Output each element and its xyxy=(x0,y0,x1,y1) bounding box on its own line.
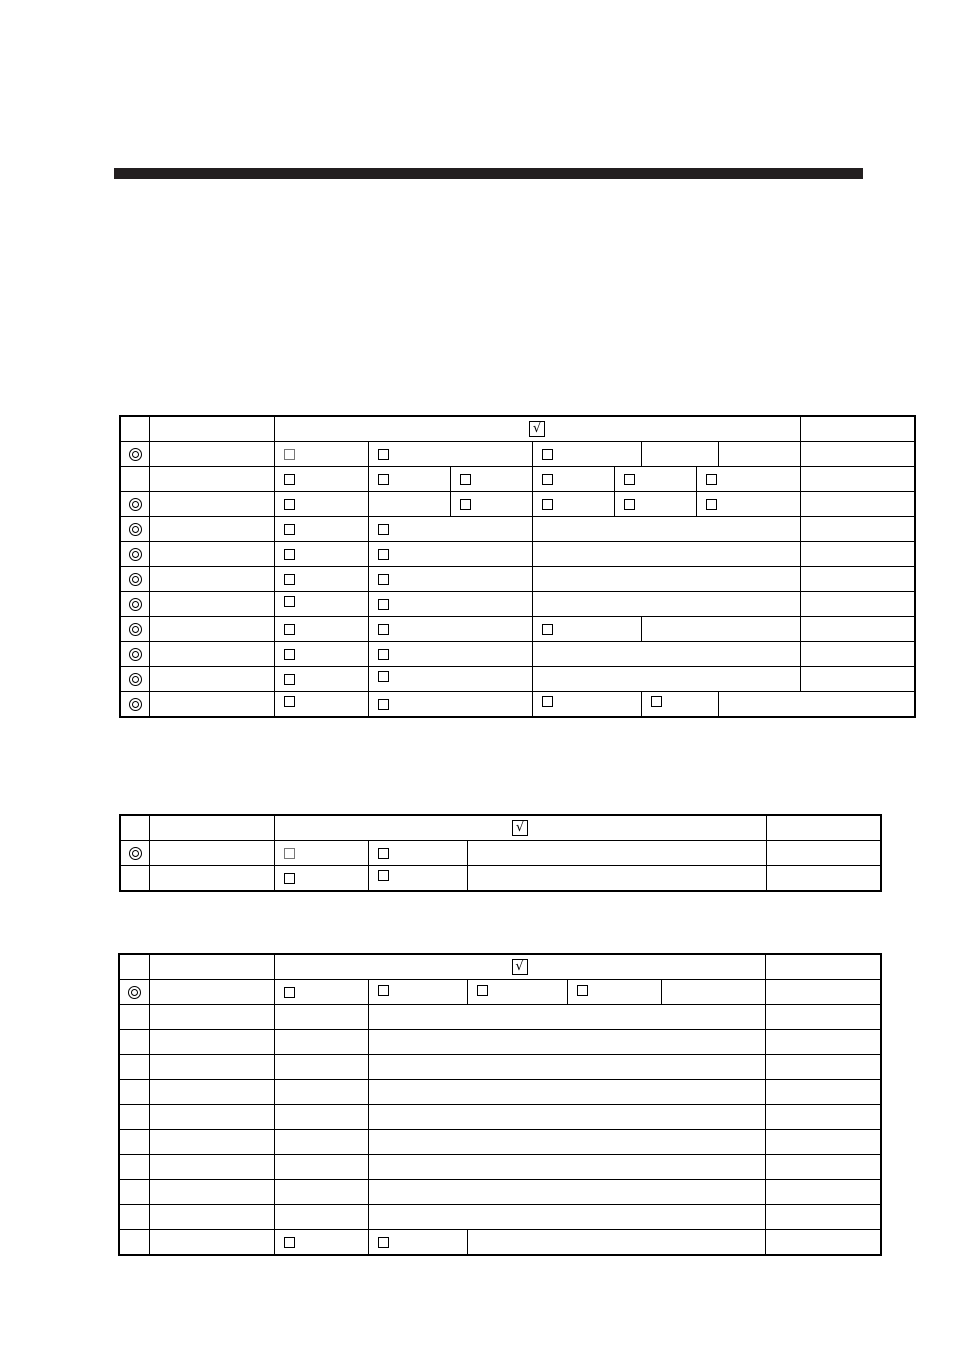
table-row xyxy=(119,1130,881,1155)
checkbox[interactable] xyxy=(542,449,553,460)
checkbox[interactable] xyxy=(706,499,717,510)
checkbox[interactable] xyxy=(284,696,295,707)
table-row xyxy=(120,442,915,467)
table-header-row xyxy=(120,416,915,442)
checkbox[interactable] xyxy=(378,1237,389,1248)
checkbox[interactable] xyxy=(378,574,389,585)
table-row xyxy=(119,1005,881,1030)
checkbox[interactable] xyxy=(378,848,389,859)
checkbox[interactable] xyxy=(284,574,295,585)
table-row xyxy=(119,1205,881,1230)
table-row xyxy=(120,841,881,866)
table-row xyxy=(120,567,915,592)
checkbox[interactable] xyxy=(624,499,635,510)
check-column-icon: √ xyxy=(512,820,528,836)
checkbox[interactable] xyxy=(378,524,389,535)
table-row xyxy=(119,1055,881,1080)
checkbox[interactable] xyxy=(378,449,389,460)
table-row xyxy=(120,467,915,492)
table-row xyxy=(120,617,915,642)
checkbox[interactable] xyxy=(284,624,295,635)
checkbox[interactable] xyxy=(284,596,295,607)
checkbox[interactable] xyxy=(284,674,295,685)
checkbox[interactable] xyxy=(378,985,389,996)
checkbox[interactable] xyxy=(284,449,295,460)
table-row xyxy=(120,642,915,667)
table-row xyxy=(120,692,915,718)
double-circle-icon xyxy=(129,673,142,686)
checkbox[interactable] xyxy=(284,549,295,560)
table-row xyxy=(119,1080,881,1105)
table-header-row xyxy=(120,815,881,841)
checkbox[interactable] xyxy=(706,474,717,485)
checkbox[interactable] xyxy=(542,696,553,707)
double-circle-icon xyxy=(129,598,142,611)
checkbox[interactable] xyxy=(577,985,588,996)
checkbox[interactable] xyxy=(542,624,553,635)
checkbox[interactable] xyxy=(284,873,295,884)
table-row xyxy=(119,1105,881,1130)
checkbox[interactable] xyxy=(378,624,389,635)
double-circle-icon xyxy=(129,573,142,586)
checkbox[interactable] xyxy=(284,524,295,535)
double-circle-icon xyxy=(129,648,142,661)
double-circle-icon xyxy=(129,847,142,860)
double-circle-icon xyxy=(129,523,142,536)
double-circle-icon xyxy=(129,548,142,561)
checkbox[interactable] xyxy=(284,848,295,859)
table-row xyxy=(119,1230,881,1256)
checkbox[interactable] xyxy=(542,474,553,485)
checkbox[interactable] xyxy=(542,499,553,510)
table-row xyxy=(120,542,915,567)
checkbox[interactable] xyxy=(651,696,662,707)
double-circle-icon xyxy=(128,986,141,999)
header-rule xyxy=(114,168,863,179)
checkbox[interactable] xyxy=(378,474,389,485)
checkbox[interactable] xyxy=(378,649,389,660)
table-row xyxy=(120,517,915,542)
table-row xyxy=(120,592,915,617)
check-column-icon: √ xyxy=(529,421,545,437)
table-row xyxy=(119,980,881,1005)
double-circle-icon xyxy=(129,698,142,711)
table-row xyxy=(120,667,915,692)
checkbox[interactable] xyxy=(284,474,295,485)
table-row xyxy=(119,1030,881,1055)
checklist-table-3 xyxy=(118,953,882,1256)
checkbox[interactable] xyxy=(284,1237,295,1248)
checkbox[interactable] xyxy=(378,549,389,560)
checkbox[interactable] xyxy=(378,599,389,610)
double-circle-icon xyxy=(129,448,142,461)
checkbox[interactable] xyxy=(624,474,635,485)
checkbox[interactable] xyxy=(477,985,488,996)
check-column-icon: √ xyxy=(512,959,528,975)
table-row xyxy=(119,1180,881,1205)
checkbox[interactable] xyxy=(460,499,471,510)
checkbox[interactable] xyxy=(378,699,389,710)
table-row xyxy=(120,866,881,892)
table-row xyxy=(120,492,915,517)
checkbox[interactable] xyxy=(284,987,295,998)
table-header-row xyxy=(119,954,881,980)
checklist-table-2 xyxy=(119,814,882,892)
checkbox[interactable] xyxy=(378,671,389,682)
double-circle-icon xyxy=(129,498,142,511)
table-row xyxy=(119,1155,881,1180)
double-circle-icon xyxy=(129,623,142,636)
checkbox[interactable] xyxy=(284,649,295,660)
checkbox[interactable] xyxy=(460,474,471,485)
checkbox[interactable] xyxy=(284,499,295,510)
checkbox[interactable] xyxy=(378,870,389,881)
checklist-table-1 xyxy=(119,415,916,718)
